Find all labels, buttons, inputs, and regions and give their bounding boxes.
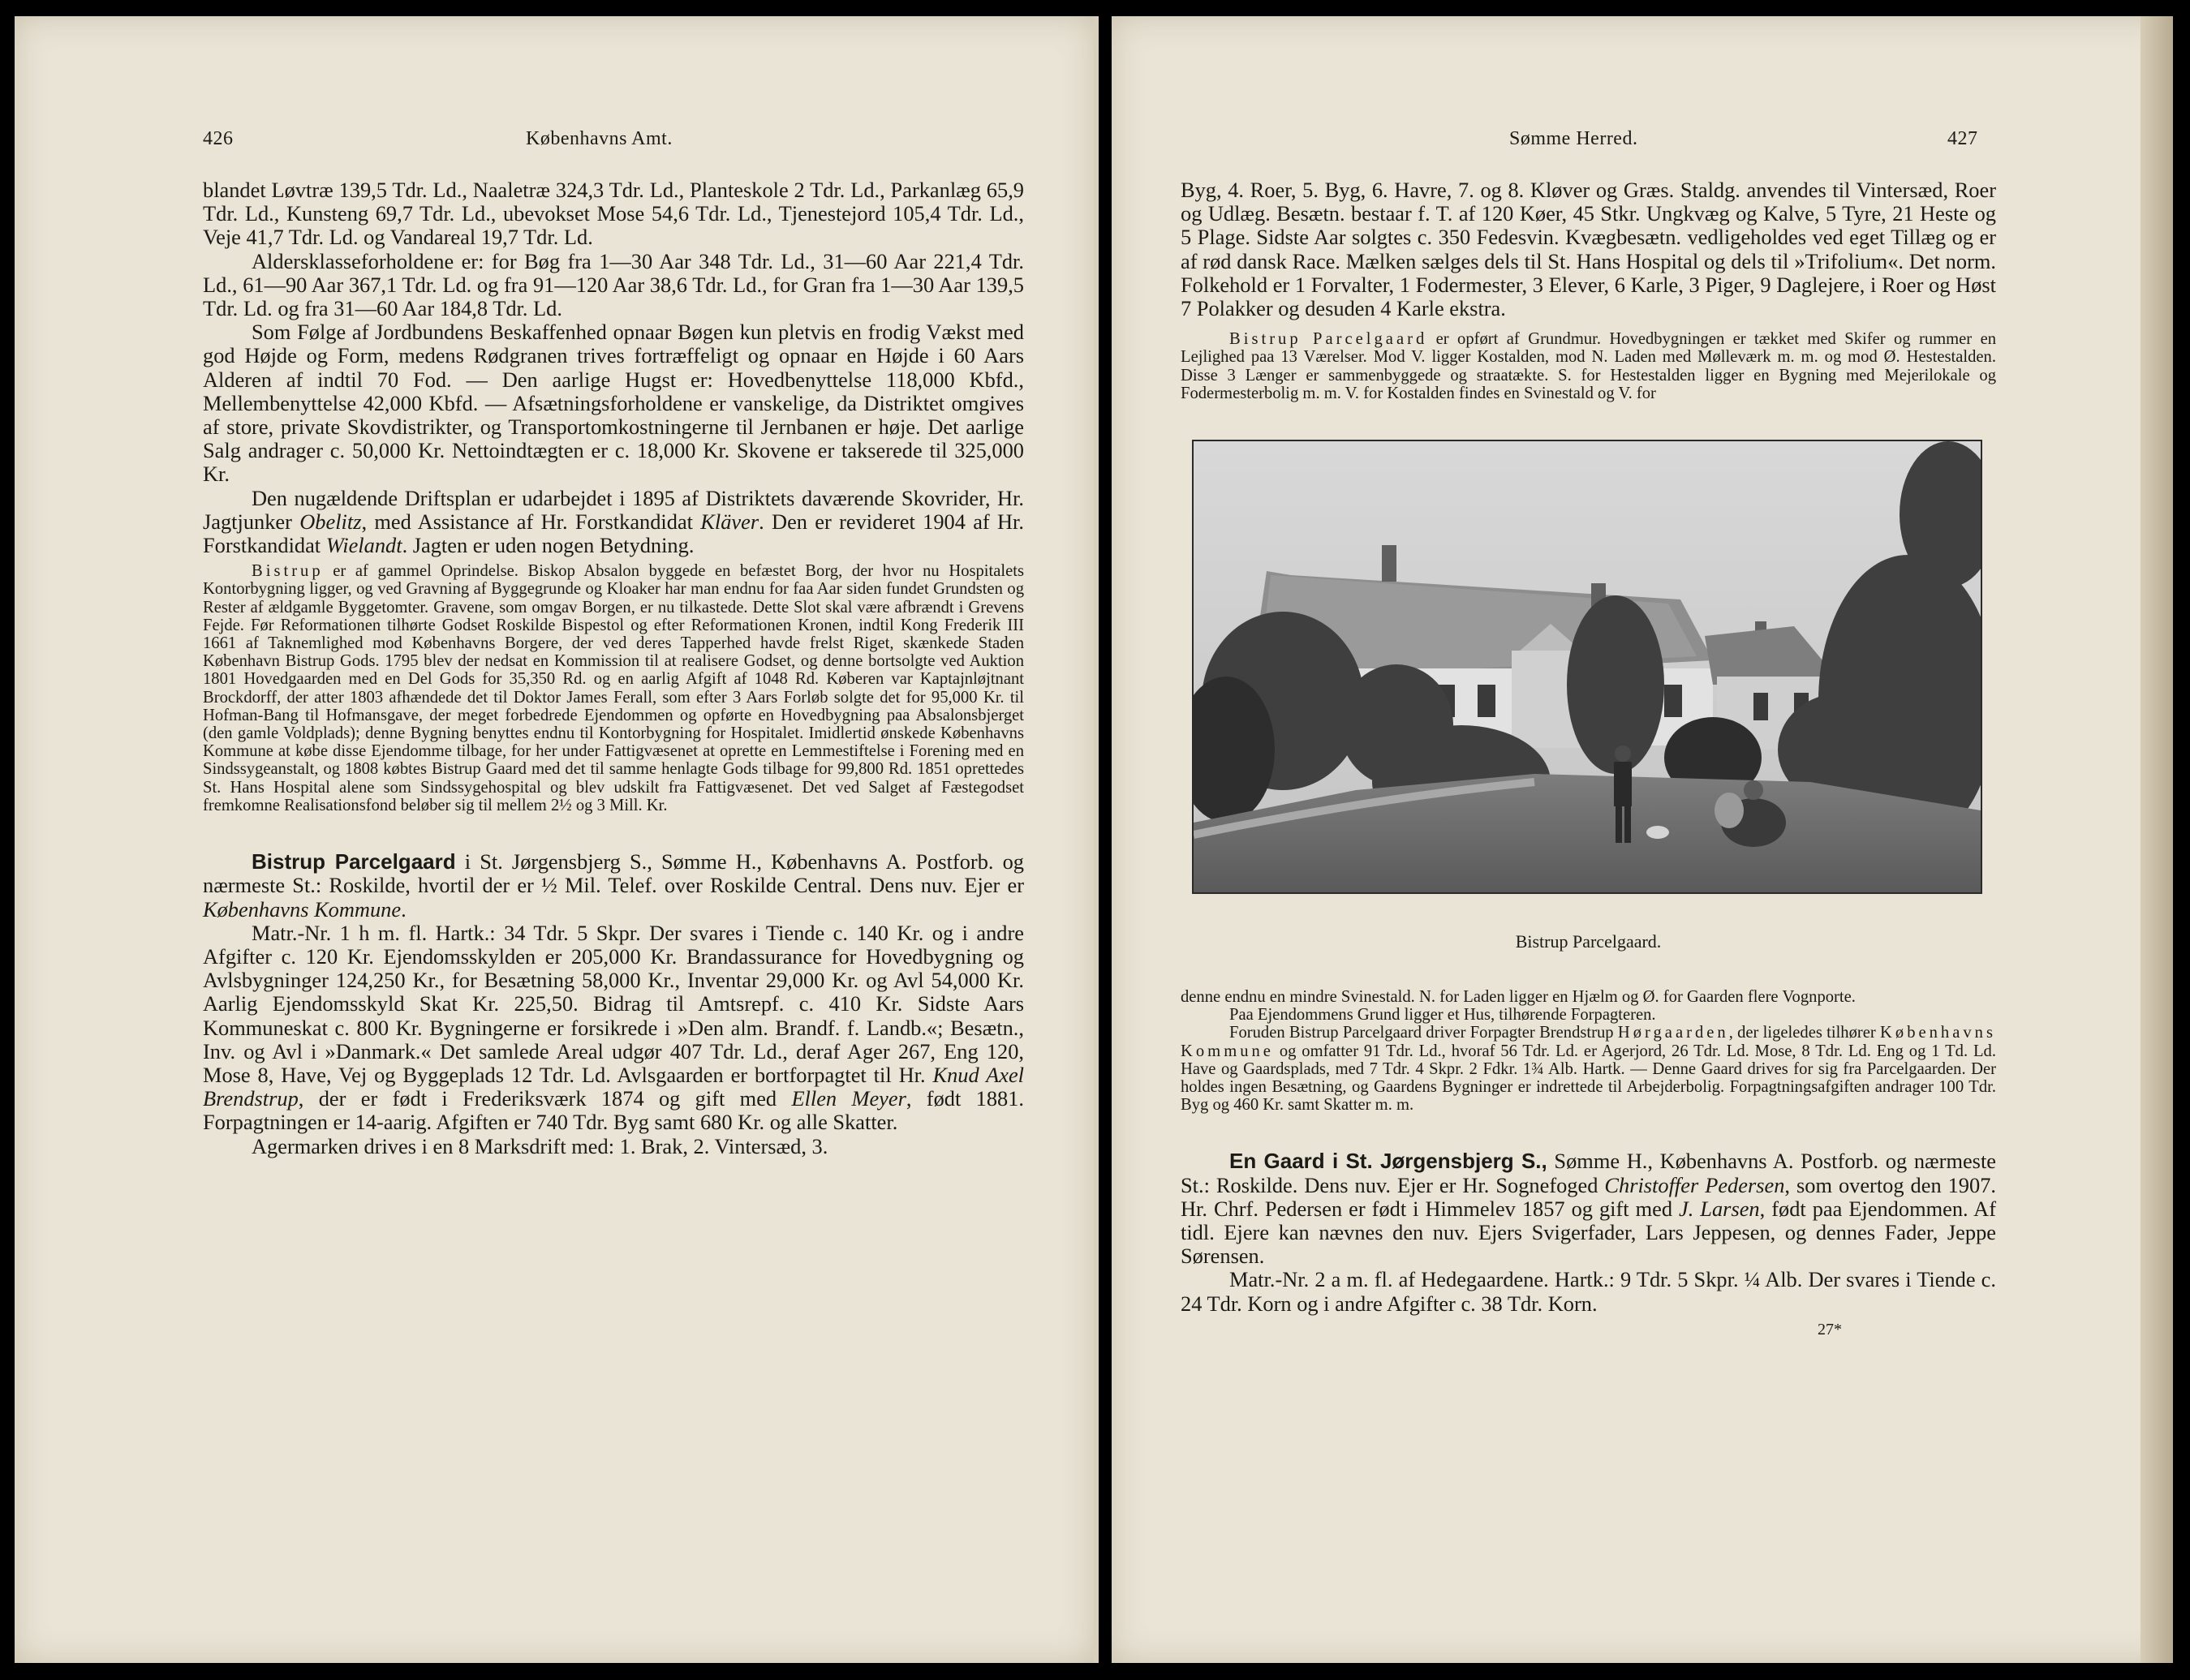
paragraph: Matr.-Nr. 1 h m. fl. Hartk.: 34 Tdr. 5 Skpr. Der svares i Tiende c. 140 Kr. og i andre Afgifter c. 120 Kr. Ejendomsskylden er 205,000 Kr. Brandassurance for Hovedbygning og Avlsbygninger 124,250 Kr., for Besætning 58,000 Kr., Inventar 29,000 Kr. og Avl 54,000 Kr. Aarlig Ejendomsskyld Skat Kr. 225,50. Bidrag til Amtsrepf. c. 410 Kr. Sidste Aars Kommuneskat c. 800 Kr. Bygningerne er forsikrede i »Den alm. Brandf. f. Landb.«; Besætn., Inv. og Avl i »Danmark.« Det samlede Areal udgør 407 Tdr. Ld., deraf Ager 267, Eng 120, Mose 8, Have, Vej og Byggeplads 12 Tdr. Ld. Avlsgaarden er bortforpagtet til Hr. Knud Axel Brendstrup, der er født i Frederiksværk 1874 og gift med Ellen Meyer, født 1881. Forpagtningen er 14-aarig. Afgiften er 740 Tdr. Byg samt 680 Kr. og alle Skatter. bbox=[203, 920, 1025, 1135]
photo-caption: Bistrup Parcelgaard. bbox=[1515, 931, 1662, 952]
paragraph: Som Følge af Jordbundens Beskaffenhed opnaar Bøgen kun pletvis en frodig Vækst med god Højde og Form, medens Rødgranen trives fortræffeligt og opnaar en Højde i 60 Aars Alderen af indtil 70 Fod. — Den aarlige Hugst er: Hovedbenyttelse 118,000 Kbfd., Mellembenyttelse 42,000 Kbfd. — Afsætningsforholdene er vanskelige, da Distriktet omgives af store, private Skovdistrikter, og Transportomkostningerne til Jernbanen er høje. Det aarlige Salg andrager c. 50,000 Kr. Nettoindtægten er c. 18,000 Kr. Skovene er takserede til 325,000 Kr. bbox=[203, 320, 1024, 487]
small-paragraph: denne endnu en mindre Svinestald. N. for Laden ligger en Hjælm og Ø. for Gaarden flere Vognporte. bbox=[1181, 988, 1856, 1007]
running-head: Københavns Amt. bbox=[526, 128, 673, 149]
paragraph: blandet Løvtræ 139,5 Tdr. Ld., Naaletræ 324,3 Tdr. Ld., Planteskole 2 Tdr. Ld., Parkanlæg 65,9 Tdr. Ld., Kunsteng 69,7 Tdr. Ld., ubevokset Mose 54,6 Tdr. Ld., Tjenestejord 105,4 Tdr. Ld., Veje 41,7 Tdr. Ld. og Vandareal 19,7 Tdr. Ld. bbox=[203, 178, 1024, 250]
entry-heading-paragraph: Bistrup Parcelgaard i St. Jørgensbjerg S., Sømme H., Københavns A. Postforb. og nærmeste St.: Roskilde, hvortil der er ½ Mil. Telef. over Roskilde Central. Dens nuv. Ejer er Københavns Kommune. bbox=[203, 849, 1025, 922]
small-paragraph: Bistrup Parcelgaard er opført af Grundmur. Hovedbygningen er tækket med Skifer og rummer en Lejlighed paa 13 Værelser. Mod V. ligger Kostalden, mod N. Laden med Mølleværk m. m. og mod Ø. Hestestalden. Disse 3 Længer er sammenbyggede og straatækte. S. for Hestestalden ligger en Bygning med Mejerilokale og Fodermesterbolig m. m. V. for Kostalden findes en Svinestald og V. for bbox=[1181, 330, 1997, 402]
printer-signature: 27* bbox=[1818, 1320, 1842, 1338]
small-paragraph: Paa Ejendommens Grund ligger et Hus, tilhørende Forpagteren. bbox=[1229, 1006, 1656, 1025]
paragraph: Agermarken drives i en 8 Marksdrift med: 1. Brak, 2. Vintersæd, 3. bbox=[252, 1133, 828, 1158]
farm-photograph bbox=[1192, 440, 1982, 894]
farmhouse-image bbox=[1194, 441, 1981, 892]
small-paragraph: Foruden Bistrup Parcelgaard driver Forpagter Brendstrup Hørgaarden, der ligeledes tilhører Københavns Kommune og omfatter 91 Tdr. Ld., hvoraf 56 Tdr. Ld. er Agerjord, 26 Tdr. Ld. Mose, 8 Tdr. Ld. Eng og 1 Td. Ld. Have og Gaardsplads, med 7 Tdr. 4 Skpr. 2 Fdkr. 1¾ Alb. Hartk. — Denne Gaard drives for sig fra Parcelgaarden. Der holdes ingen Besætning, og Gaardens Bygninger er indrettede til Arbejderbolig. Forpagtningsafgiften andrager 100 Tdr. Byg og 460 Kr. samt Skatter m. m. bbox=[1181, 1024, 1996, 1115]
small-paragraph: Bistrup er af gammel Oprindelse. Biskop Absalon byggede en befæstet Borg, der hvor nu Hospitalets Kontorbygning ligger, og ved Gravning af Byggegrunde og Kloaker har man endnu for faa Aar siden fundet Grundsten og Rester af ældgamle Byggetomter. Gravene, som omgav Borgen, er nu tilkastede. Dette Slot skal være afbrændt i Grevens Fejde. Før Reformationen tilhørte Godset Roskilde Bispestol og efter Reformationen Kronen, indtil Kong Frederik III 1661 af Taknemlighed mod Københavns Borgere, der ved deres Tapperhed havde frelst Riget, skænkede Staden København Bistrup Gods. 1795 blev der nedsat en Kommission til at realisere Godset, og denne bortsolgte ved Auktion 1801 Hovedgaarden med en Del Gods for 35,350 Rd. og en aarlig Afgift af 1048 Rd. Køberen var Kaptajnløjtnant Brockdorff, der atter 1803 afhændede det til Doktor James Ferall, som efter 3 Aars Forløb solgte det for 95,000 Kr. til Hofman-Bang til Hofmansgave, der meget forbedrede Ejendommen og opførte en Hovedbygning paa Absalonsbjerget (den gamle Voldplads); denne Bygning benyttes endnu til Kontorbygning for Hospitalet. Imidlertid ønskede Københavns Kommune at købe disse Ejendomme tilbage, for her under Fattigvæsenet at oprette en Lemmestiftelse i Forening med en Sindssygeanstalt, og 1808 købtes Bistrup Gaard med det til samme henlagte Gods tilbage for 99,800 Rd. 1851 oprettedes St. Hans Hospital alene som Sindssygehospital og blev udskilt fra Fattigvæsenet. Det ved Salget af Fæstegodset fremkomne Realisationsfond beløber sig til mellem 2½ og 3 Mill. Kr. bbox=[203, 562, 1024, 814]
entry-heading-paragraph: En Gaard i St. Jørgensbjerg S., Sømme H., Københavns A. Postforb. og nærmeste St.: Roskilde. Dens nuv. Ejer er Hr. Sognefoged Christoffer Pedersen, som overtog den 1907. Hr. Chrf. Pedersen er født i Himmelev 1857 og gift med J. Larsen, født paa Ejendommen. Af tidl. Ejere kan nævnes den nuv. Ejers Svigerfader, Lars Jeppesen, og dennes Fader, Jeppe Sørensen. bbox=[1181, 1149, 1996, 1269]
paragraph: Den nugældende Driftsplan er udarbejdet i 1895 af Distriktets daværende Skovrider, Hr. Jagtjunker Obelitz, med Assistance af Hr. Forstkandidat Kläver. Den er revideret 1904 af Hr. Forstkandidat Wielandt. Jagten er uden nogen Betydning. bbox=[203, 485, 1024, 558]
page-number: 427 bbox=[1947, 128, 1978, 149]
paragraph: Byg, 4. Roer, 5. Byg, 6. Havre, 7. og 8. Kløver og Græs. Staldg. anvendes til Vintersæd, Roer og Udlæg. Besætn. bestaar f. T. af 120 Køer, 45 Stkr. Ungkvæg og Kalve, 5 Tyre, 21 Heste og 5 Plage. Sidste Aar solgtes c. 350 Fedesvin. Kvægbesætn. vedligeholdes ved eget Tillæg og er af rød dansk Race. Mælken sælges dels til St. Hans Hospital og dels til »Trifolium«. Det norm. Folkehold er 1 Forvalter, 1 Fodermester, 3 Elever, 6 Karle, 3 Piger, 9 Daglejere, i Roer og Høst 7 Polakker og desuden 4 Karle ekstra. bbox=[1181, 178, 1996, 321]
paragraph: Aldersklasseforholdene er: for Bøg fra 1—30 Aar 348 Tdr. Ld., 31—60 Aar 221,4 Tdr. Ld., 61—90 Aar 367,1 Tdr. Ld. og fra 91—120 Aar 38,6 Tdr. Ld., for Gran fra 1—30 Aar 139,5 Tdr. Ld. og fra 31—60 Aar 184,8 Tdr. Ld. bbox=[203, 248, 1024, 321]
left-content bbox=[203, 178, 1024, 1158]
entry-heading: Bistrup Parcelgaard bbox=[252, 849, 456, 874]
right-content bbox=[1181, 178, 1996, 1339]
page-number: 426 bbox=[203, 128, 234, 149]
paragraph: Matr.-Nr. 2 a m. fl. af Hedegaardene. Hartk.: 9 Tdr. 5 Skpr. ¼ Alb. Der svares i Tiende c. 24 Tdr. Korn og i andre Afgifter c. 38 Tdr. Korn. bbox=[1181, 1267, 1996, 1316]
running-head: Sømme Herred. bbox=[1509, 128, 1638, 149]
left-page bbox=[15, 16, 1099, 1663]
right-page bbox=[1112, 16, 2173, 1663]
entry-heading: En Gaard i St. Jørgensbjerg S., bbox=[1229, 1149, 1547, 1174]
